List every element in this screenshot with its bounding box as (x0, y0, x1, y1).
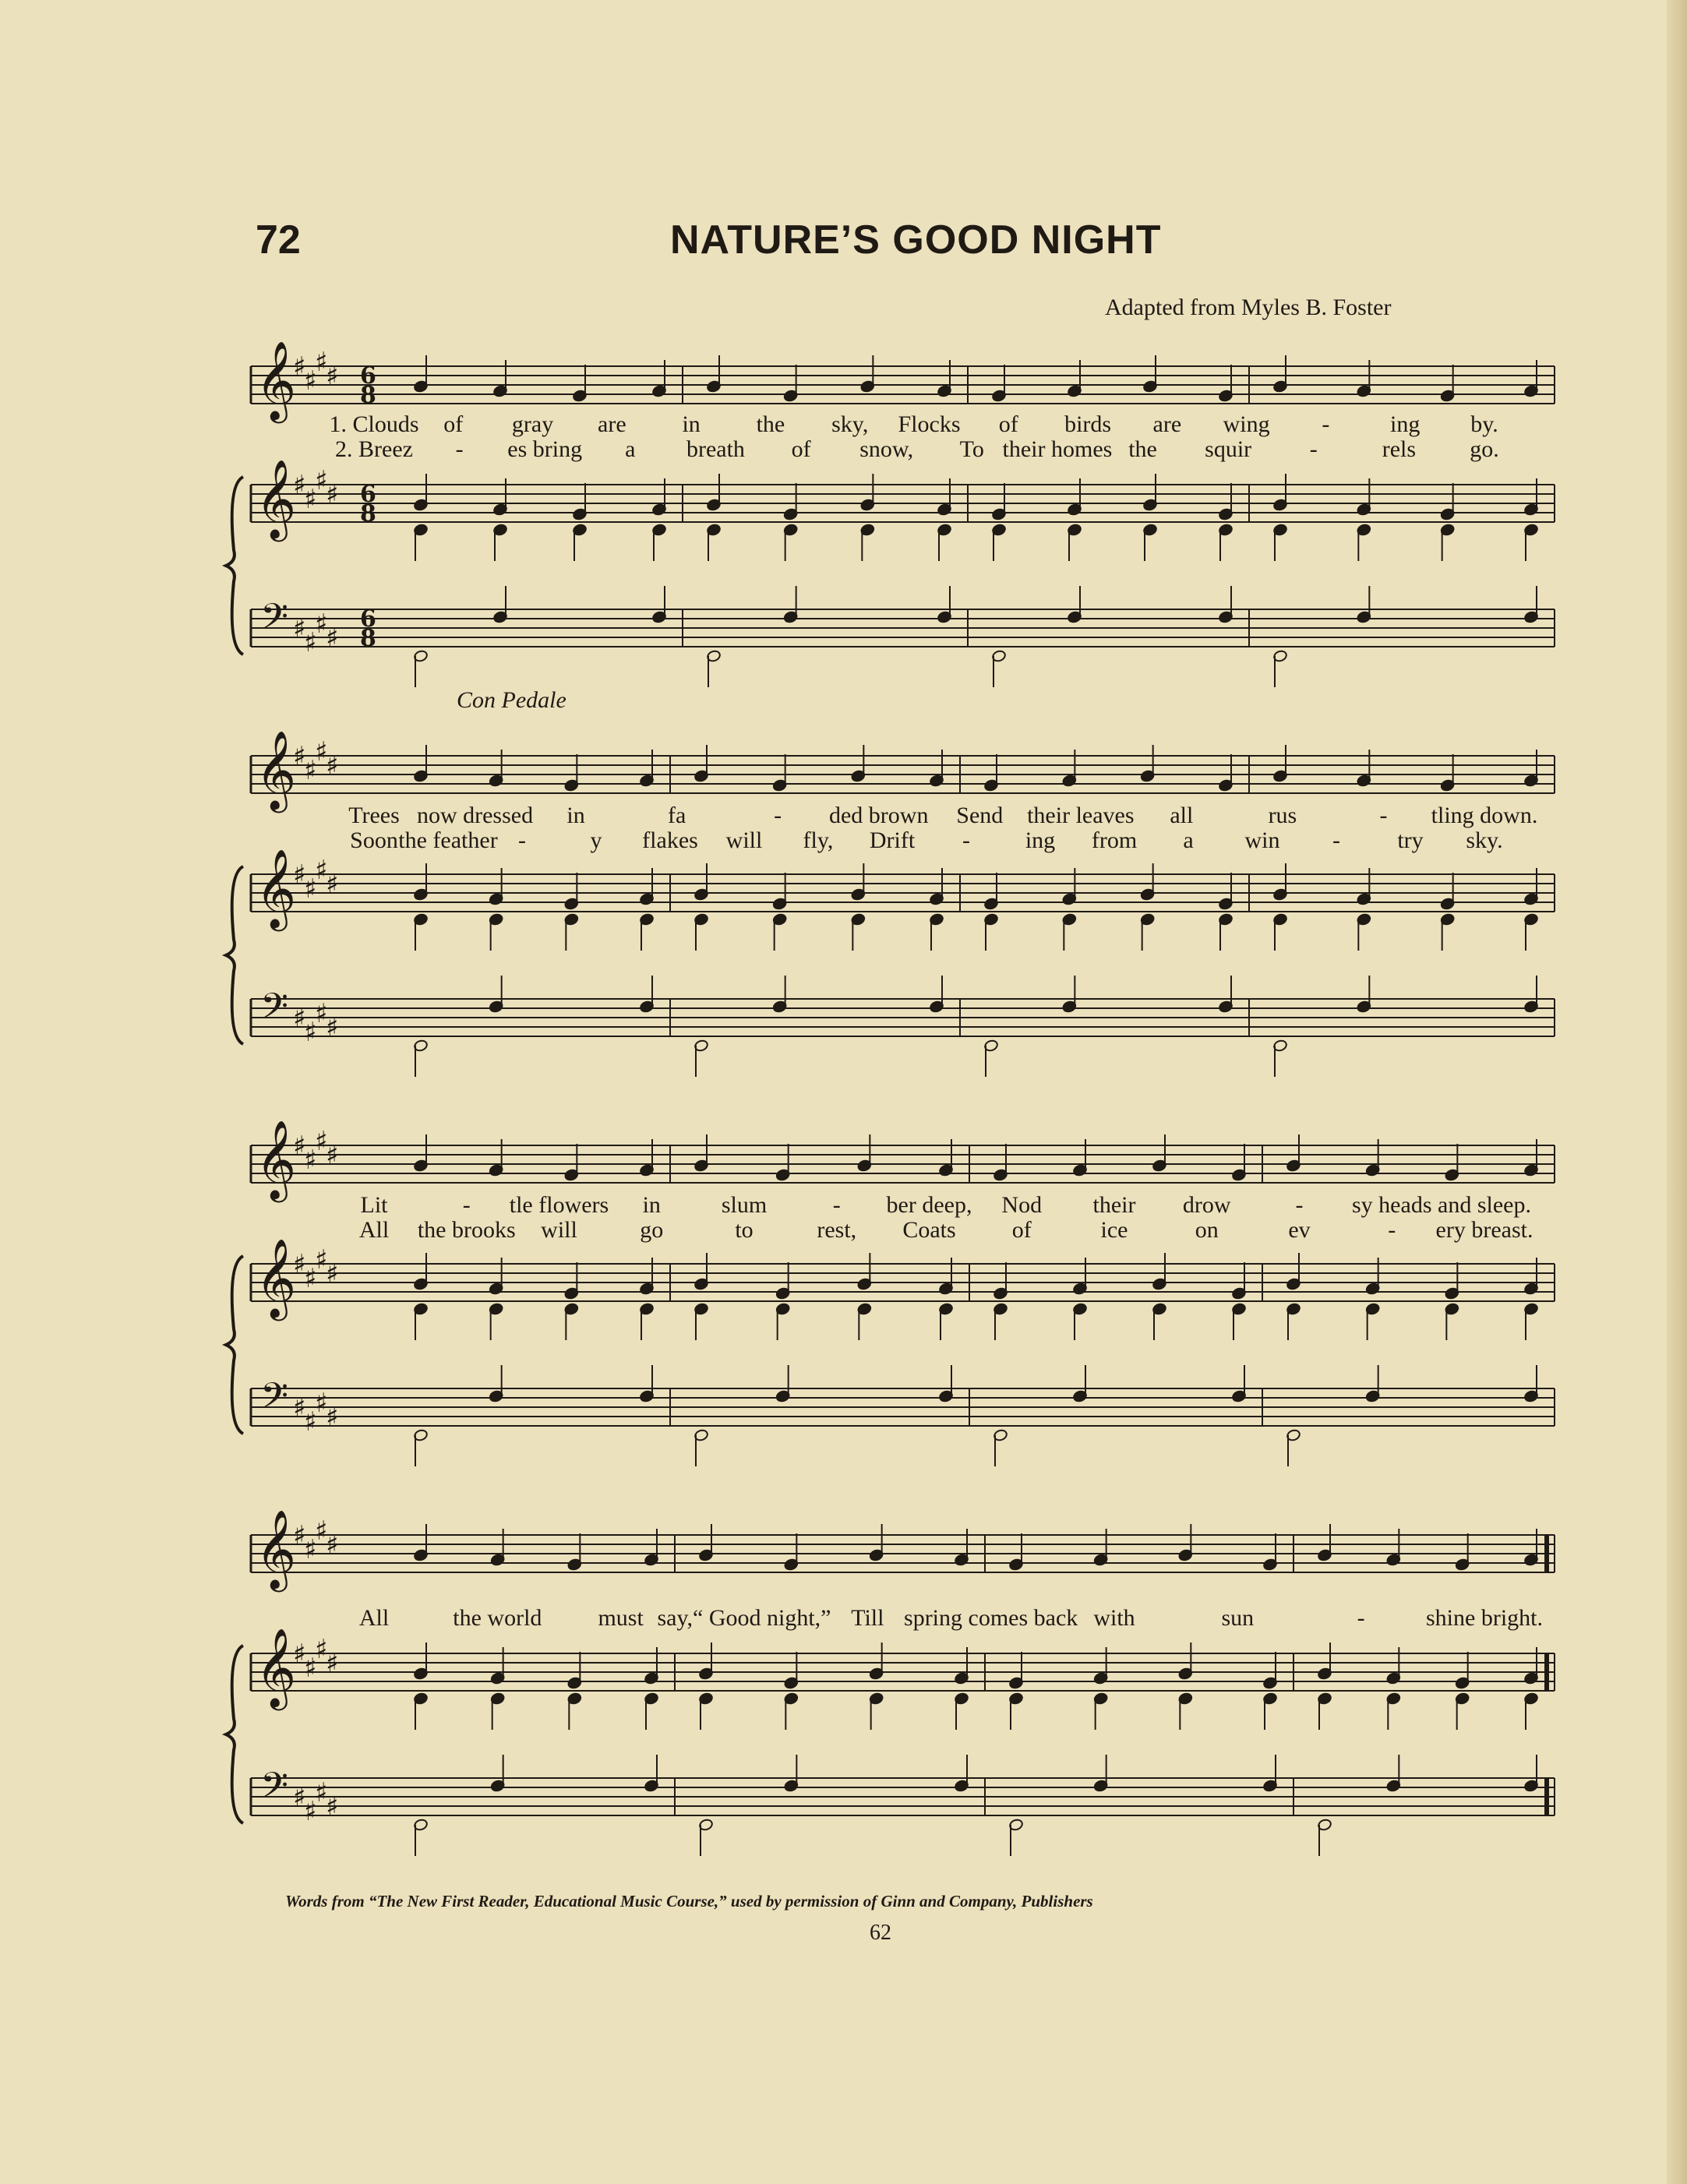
sharp-icon: ♯ (293, 859, 306, 891)
page-number: 72 (256, 217, 301, 263)
lyric-word: will (541, 1217, 577, 1243)
sharp-icon: ♯ (315, 855, 328, 886)
lyric-word: sky. (1466, 827, 1503, 853)
lyric-word: 2. Breez (335, 436, 413, 462)
sharp-icon: ♯ (293, 351, 306, 383)
lyric-word: drow (1182, 1192, 1231, 1218)
lyric-word: will (725, 827, 763, 853)
treble-clef-icon: 𝄞 (256, 340, 297, 420)
sharp-icon: ♯ (315, 1244, 328, 1275)
lyric-word: - (1322, 411, 1330, 437)
lyric-word: To (959, 436, 984, 462)
lyric-word: All (358, 1217, 390, 1243)
lyric-word: the feather (398, 827, 498, 853)
lyric-word: are (598, 411, 626, 437)
time-signature-denominator: 8 (360, 625, 376, 652)
time-signature-numerator: 6 (360, 362, 376, 390)
bass-clef-icon: 𝄢 (260, 1375, 289, 1426)
lyric-word: ing (1390, 411, 1421, 437)
sharp-icon: ♯ (326, 1402, 339, 1433)
lyric-word: their (1092, 1192, 1136, 1218)
lyric-word: a (1183, 827, 1194, 853)
lyric-word: Lit (360, 1192, 388, 1218)
lyric-word: of (443, 411, 464, 437)
lyric-line (0, 1217, 1687, 1244)
sharp-icon: ♯ (326, 869, 339, 900)
lyric-word: fly, (803, 827, 834, 853)
lyric-word: - (518, 827, 526, 853)
sharp-icon: ♯ (304, 627, 317, 658)
grand-staff-brace (226, 1646, 243, 1823)
sharp-icon: ♯ (315, 1777, 328, 1808)
lyric-word: - (1332, 827, 1340, 853)
lyric-word: rels (1382, 436, 1417, 462)
lyric-word: ber deep, (886, 1192, 972, 1218)
time-signature-denominator: 8 (360, 500, 376, 527)
lyric-word: rest, (817, 1217, 857, 1243)
sharp-icon: ♯ (315, 465, 328, 496)
lyric-word: Drift (869, 827, 916, 853)
lyric-word: Flocks (898, 411, 961, 437)
sharp-icon: ♯ (326, 361, 339, 392)
lyric-line (0, 1605, 1687, 1632)
lyric-word: Coats (902, 1217, 956, 1243)
sharp-icon: ♯ (293, 1782, 306, 1813)
lyric-word: fa (667, 803, 686, 828)
lyric-word: by. (1470, 411, 1498, 437)
lyric-word: - (1379, 803, 1388, 828)
lyric-word: go. (1470, 436, 1499, 462)
treble-clef-icon: 𝄞 (256, 458, 297, 538)
bass-clef-icon: 𝄢 (260, 596, 289, 647)
lyric-word: All (358, 1605, 390, 1631)
sharp-icon: ♯ (304, 1534, 317, 1565)
time-signature-numerator: 6 (360, 605, 376, 633)
lyric-word: the brooks (417, 1217, 516, 1243)
sharp-icon: ♯ (315, 609, 328, 640)
lyric-word: and sleep. (1438, 1192, 1531, 1218)
sharp-icon: ♯ (326, 750, 339, 782)
lyric-word: Soon (350, 827, 398, 853)
sharp-icon: ♯ (304, 1263, 317, 1294)
lyric-word: Send (956, 803, 1004, 828)
lyric-word: all (1170, 803, 1194, 828)
song-title: NATURE’S GOOD NIGHT (670, 217, 1162, 263)
lyric-word: in (682, 411, 701, 437)
lyric-word: must (598, 1605, 644, 1631)
lyric-word: in (642, 1192, 661, 1218)
lyric-word: - (1309, 436, 1318, 462)
lyric-word: spring comes back (904, 1605, 1078, 1631)
sharp-icon: ♯ (304, 365, 317, 397)
sharp-icon: ♯ (293, 1003, 306, 1034)
sharp-icon: ♯ (315, 347, 328, 378)
sharp-icon: ♯ (326, 1012, 339, 1043)
lyric-word: sun (1221, 1605, 1255, 1631)
bass-clef-icon: 𝄢 (260, 1765, 289, 1815)
lyric-word: - (774, 803, 782, 828)
sharp-icon: ♯ (304, 755, 317, 786)
sharp-icon: ♯ (304, 1145, 317, 1176)
sharp-icon: ♯ (315, 736, 328, 767)
lyric-word: gray (511, 411, 554, 437)
time-signature-denominator: 8 (360, 382, 376, 409)
lyric-line (0, 803, 1687, 829)
lyric-word: go (640, 1217, 664, 1243)
sharp-icon: ♯ (326, 1258, 339, 1290)
grand-staff-brace (226, 477, 243, 654)
lyric-word: wing (1223, 411, 1270, 437)
permission-footnote: Words from “The New First Reader, Educational Music Course,” used by permission of Ginn and Company, Publishers (285, 1892, 1093, 1911)
bass-clef-icon: 𝄢 (260, 986, 289, 1036)
lyric-word: shine bright. (1426, 1605, 1543, 1631)
lyric-line (0, 411, 1687, 438)
lyric-word: es bring (507, 436, 583, 462)
lyric-line (0, 1192, 1687, 1219)
lyric-word: try (1397, 827, 1424, 853)
lyric-word: rus (1268, 803, 1297, 828)
sharp-icon: ♯ (326, 1140, 339, 1171)
sharp-icon: ♯ (326, 1530, 339, 1561)
lyric-word: ded brown (828, 803, 929, 828)
lyric-word: win (1244, 827, 1280, 853)
lyric-word: - (455, 436, 464, 462)
lyric-word: - (1388, 1217, 1396, 1243)
lyric-word: their homes (1002, 436, 1113, 462)
lyric-word: are (1152, 411, 1182, 437)
lyric-word: tle flowers (509, 1192, 609, 1218)
lyric-word: of (791, 436, 811, 462)
sharp-icon: ♯ (293, 1392, 306, 1424)
lyric-word: to (735, 1217, 754, 1243)
composer-attribution: Adapted from Myles B. Foster (1105, 295, 1392, 320)
lyric-word: - (462, 1192, 471, 1218)
sharp-icon: ♯ (304, 484, 317, 515)
lyric-word: Nod (1001, 1192, 1043, 1218)
lyric-word: squir (1205, 436, 1252, 462)
sharp-icon: ♯ (315, 1126, 328, 1157)
lyric-word: from (1091, 827, 1138, 853)
sharp-icon: ♯ (304, 1796, 317, 1827)
lyric-word: ery breast. (1435, 1217, 1533, 1243)
sharp-icon: ♯ (293, 613, 306, 644)
lyric-word: of (1011, 1217, 1032, 1243)
lyric-word: birds (1064, 411, 1112, 437)
treble-clef-icon: 𝄞 (256, 729, 297, 810)
lyric-word: the (756, 411, 785, 437)
lyric-word: on (1195, 1217, 1219, 1243)
lyric-word: ev (1288, 1217, 1311, 1243)
lyric-word: Till (851, 1605, 884, 1631)
sharp-icon: ♯ (315, 1388, 328, 1419)
lyric-word: sy heads (1352, 1192, 1432, 1218)
lyric-word: snow, (859, 436, 914, 462)
lyric-word: - (962, 827, 970, 853)
sharp-icon: ♯ (315, 1515, 328, 1547)
sharp-icon: ♯ (293, 1131, 306, 1162)
lyric-word: in (566, 803, 585, 828)
grand-staff-brace (226, 1256, 243, 1434)
sharp-icon: ♯ (315, 1634, 328, 1665)
sharp-icon: ♯ (304, 1017, 317, 1048)
sharp-icon: ♯ (304, 1406, 317, 1438)
sharp-icon: ♯ (293, 1520, 306, 1551)
sharp-icon: ♯ (293, 470, 306, 501)
lyric-word: their leaves (1027, 803, 1135, 828)
lyric-word: slum (721, 1192, 768, 1218)
lyric-word: Trees (348, 803, 400, 828)
lyric-word: breath (686, 436, 745, 462)
folio-number: 62 (870, 1921, 891, 1945)
sharp-icon: ♯ (293, 1639, 306, 1670)
sharp-icon: ♯ (326, 1648, 339, 1679)
time-signature-numerator: 6 (360, 481, 376, 508)
treble-clef-icon: 𝄞 (256, 848, 297, 928)
lyric-word: with (1093, 1605, 1135, 1631)
lyric-word: the world (453, 1605, 542, 1631)
lyric-word: say,“ Good night,” (657, 1605, 831, 1631)
lyric-line (0, 436, 1687, 463)
lyric-word: now dressed (416, 803, 534, 828)
lyric-line (0, 827, 1687, 854)
pedal-marking: Con Pedale (457, 687, 566, 713)
lyric-word: a (625, 436, 636, 462)
lyric-word: - (1357, 1605, 1365, 1631)
sharp-icon: ♯ (326, 1791, 339, 1822)
lyric-word: ice (1100, 1217, 1128, 1243)
sharp-icon: ♯ (304, 1653, 317, 1684)
sharp-icon: ♯ (326, 479, 339, 510)
treble-clef-icon: 𝄞 (256, 1237, 297, 1318)
lyric-word: - (1295, 1192, 1304, 1218)
treble-clef-icon: 𝄞 (256, 1508, 297, 1589)
lyric-word: 1. Clouds (329, 411, 419, 437)
lyric-word: flakes (642, 827, 698, 853)
lyric-word: the (1128, 436, 1157, 462)
lyric-word: tling down. (1431, 803, 1538, 828)
lyric-word: ing (1025, 827, 1056, 853)
sharp-icon: ♯ (304, 873, 317, 905)
grand-staff-brace (226, 866, 243, 1044)
lyric-word: y (590, 827, 602, 853)
sharp-icon: ♯ (293, 741, 306, 772)
lyric-word: of (998, 411, 1018, 437)
treble-clef-icon: 𝄞 (256, 1119, 297, 1199)
sharp-icon: ♯ (326, 623, 339, 654)
sharp-icon: ♯ (315, 998, 328, 1029)
lyric-word: - (832, 1192, 841, 1218)
lyric-word: sky, (831, 411, 869, 437)
sharp-icon: ♯ (293, 1249, 306, 1280)
treble-clef-icon: 𝄞 (256, 1627, 297, 1707)
